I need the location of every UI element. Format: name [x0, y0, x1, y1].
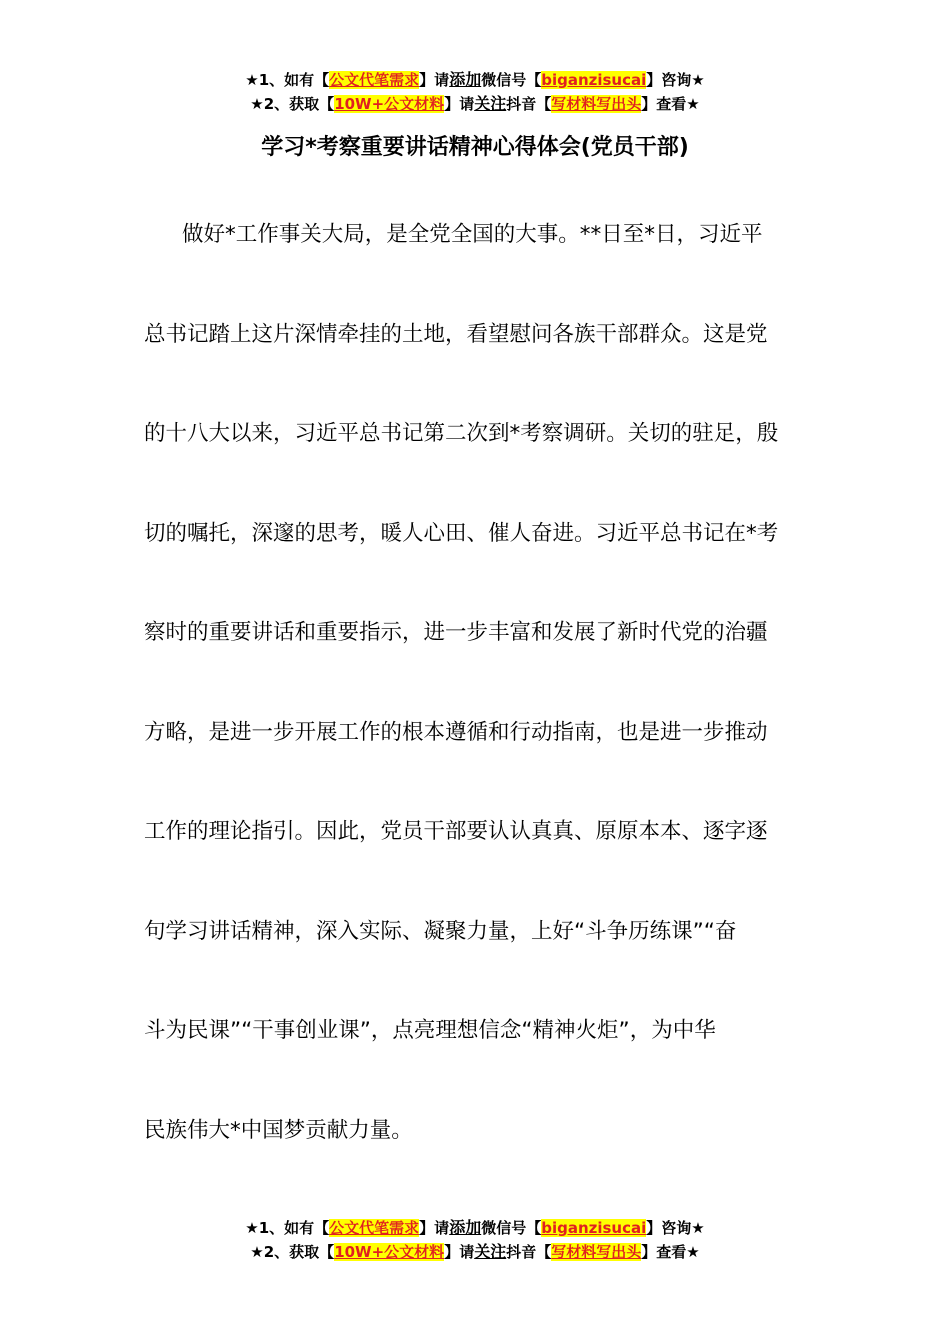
body-line: 做好*工作事关大局，是全党全国的大事。**日至*日，习近平 [182, 222, 763, 247]
underlined-follow: 关注 [474, 94, 507, 113]
highlight-materials: 10W+公文材料 [334, 1243, 445, 1261]
banner-line-2 [0, 1240, 950, 1264]
body-line: 民族伟大*中国梦贡献力量。 [144, 1117, 413, 1143]
highlight-douyin: 写材料写出头 [551, 95, 642, 113]
body-line: 方略，是进一步开展工作的根本遵循和行动指南，也是进一步推动 [144, 719, 768, 745]
banner-text: 】请 [444, 1243, 475, 1261]
highlight-service: 公文代笔需求 [329, 1219, 420, 1237]
banner-line-1 [0, 68, 950, 92]
banner-line-1 [0, 1216, 950, 1240]
body-line: 察时的重要讲话和重要指示，进一步丰富和发展了新时代党的治疆 [144, 620, 768, 645]
banner-text: 抖音【 [506, 1243, 552, 1261]
banner-text: ★2、获取【 [250, 95, 335, 113]
banner-line-2 [0, 92, 950, 116]
banner-text: 】查看★ [641, 95, 700, 113]
body-line: 工作的理论指引。因此，党员干部要认认真真、原原本本、逐字逐 [144, 819, 768, 844]
body-line: 斗为民课”“干事创业课”，点亮理想信念“精神火炬”，为中华 [144, 1018, 716, 1043]
document-body [144, 200, 816, 1195]
banner-text: ★1、如有【 [245, 71, 330, 89]
body-line: 总书记踏上这片深情牵挂的土地，看望慰问各族干部群众。这是党 [144, 321, 768, 347]
banner-text: ★1、如有【 [245, 1219, 330, 1237]
banner-text: 】请 [444, 95, 475, 113]
underlined-follow: 关注 [474, 1242, 507, 1261]
highlight-wechat-id: biganzisucai [541, 1219, 647, 1237]
banner-text: 】请 [419, 1219, 450, 1237]
banner-text: 】咨询★ [646, 71, 705, 89]
banner-text: 】查看★ [641, 1243, 700, 1261]
document-title: 学习*考察重要讲话精神心得体会(党员干部) [261, 135, 689, 160]
banner-text: 】咨询★ [646, 1219, 705, 1237]
banner-text: 微信号【 [481, 1219, 542, 1237]
header-banner [0, 68, 950, 116]
body-line: 的十八大以来，习近平总书记第二次到*考察调研。关切的驻足，殷 [144, 421, 779, 446]
footer-banner [0, 1216, 950, 1264]
banner-text: 抖音【 [506, 95, 552, 113]
highlight-materials: 10W+公文材料 [334, 95, 445, 113]
banner-text: 微信号【 [481, 71, 542, 89]
banner-text: ★2、获取【 [250, 1243, 335, 1261]
underlined-add: 添加 [449, 70, 482, 89]
body-line: 切的嘱托，深邃的思考，暖人心田、催人奋进。习近平总书记在*考 [144, 520, 779, 546]
underlined-add: 添加 [449, 1218, 482, 1237]
banner-text: 】请 [419, 71, 450, 89]
body-line: 句学习讲话精神，深入实际、凝聚力量，上好“斗争历练课”“奋 [144, 918, 737, 944]
highlight-wechat-id: biganzisucai [541, 71, 647, 89]
highlight-service: 公文代笔需求 [329, 71, 420, 89]
highlight-douyin: 写材料写出头 [551, 1243, 642, 1261]
